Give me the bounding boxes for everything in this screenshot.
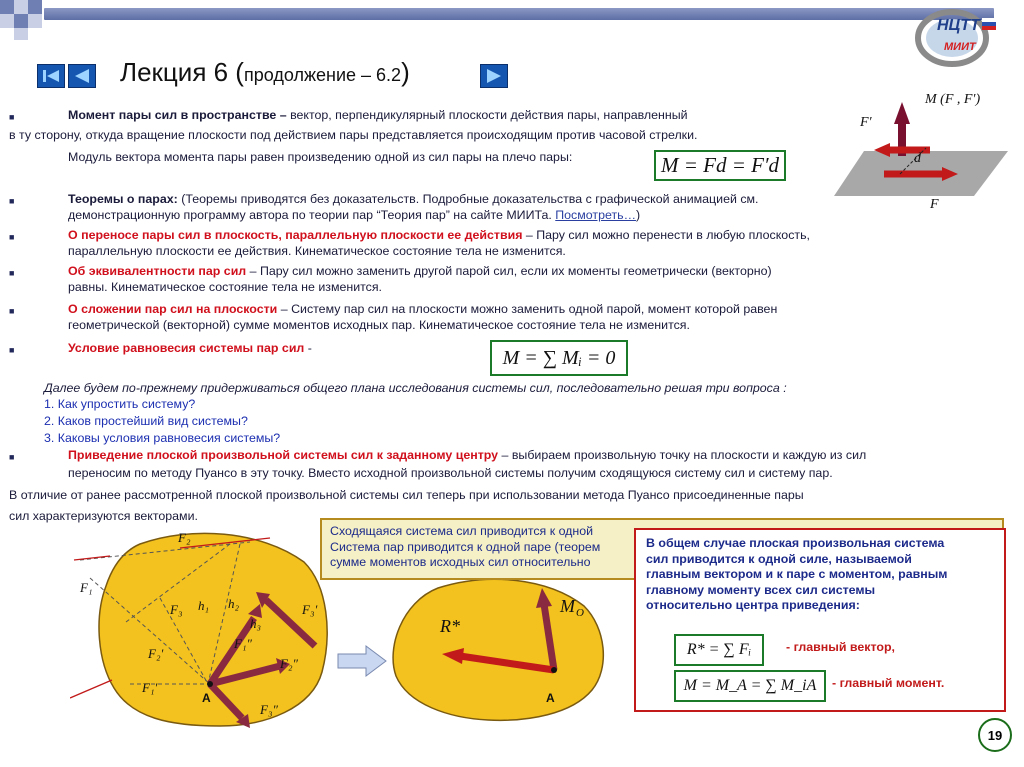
couple-diagram [832,86,1022,216]
svg-text:F₂: F₂ [178,530,191,545]
page-title: Лекция 6 (продолжение – 6.2) [120,57,410,87]
view-link[interactable]: Посмотреть… [555,208,636,222]
equilibrium-formula: M = ∑ Mᵢ = 0 [490,340,628,376]
svg-text:h₁: h₁ [198,598,210,613]
theorem-addition-2: геометрической (векторной) сумме моментов исходных пар. Кинематическое состояние тела не изменится. [68,318,690,332]
bullet: ■ [9,232,15,242]
main-moment-label: - главный момент. [832,676,945,690]
svg-text:F: F [930,197,939,212]
prev-slide-button[interactable] [68,64,96,88]
svg-text:НЦТТ: НЦТТ [937,17,980,34]
main-vector-label: - главный вектор, [786,640,895,654]
bullet: ■ [9,452,15,462]
svg-text:F₁″: F₁″ [234,636,252,651]
svg-text:h₂: h₂ [228,596,240,611]
svg-text:F′: F′ [860,115,872,130]
first-slide-button[interactable] [37,64,65,88]
svg-text:d: d [914,151,921,166]
svg-text:F₁′: F₁′ [142,680,158,695]
svg-text:R*: R* [440,616,460,636]
next-slide-button[interactable] [480,64,508,88]
svg-text:F₃′: F₃′ [302,602,318,617]
main-vector-formula: R* = ∑ Fᵢ [674,634,764,666]
force-system-diagram [70,522,340,732]
main-moment-formula: M = M_A = ∑ M_iA [674,670,826,702]
bullet: ■ [9,196,15,206]
bullet: ■ [9,268,15,278]
bullet: ■ [9,345,15,355]
svg-text:M: M [560,596,575,616]
bullet: ■ [9,112,15,122]
svg-text:M (F , F′): M (F , F′) [925,92,981,107]
svg-text:F₃″: F₃″ [260,702,278,717]
reduced-system-diagram [378,572,618,722]
equilibrium-condition: Условие равновесия системы пар сил - [68,341,312,355]
theorem-addition: О сложении пар сил на плоскости – Систему пар сил на плоскости можно заменить одной парой, момент которой равен [68,302,778,316]
theorems-intro: Теоремы о парах: (Теоремы приводятся без доказательств. Подробные доказательства с графической анимацией см. [68,192,759,206]
reduction-2: переносим по методу Пуансо в эту точку. Вместо исходной произвольной системы получим сходящуюся систему сил и систему пар. [68,466,833,480]
reduction-4: сил характеризуются векторами. [9,509,198,523]
moment-modulus: Модуль вектора момента пары равен произведению одной из сил пары на плечо пары: [68,150,573,164]
svg-text:МИИТ: МИИТ [944,41,976,53]
main-vector-description: В общем случае плоская произвольная система сил приводится к одной силе, называемой главным вектором и к паре с моментом, равным главному моменту всех сил системы относительно центра приведения: [646,536,948,612]
page-number: 19 [978,718,1012,752]
moment-definition: Момент пары сил в пространстве – вектор, перпендикулярный плоскости действия пары, направленный [68,108,688,122]
svg-text:F₂″: F₂″ [280,656,298,671]
theorem-equivalence-2: равны. Кинематическое состояние тела не изменится. [68,280,383,294]
svg-text:A: A [202,691,211,705]
logo [912,2,1000,68]
svg-text:A: A [546,691,555,705]
bullet: ■ [9,306,15,316]
theorems-intro-2: демонстрационную программу автора по теории пар “Теория пар” на сайте МИИТа. Посмотреть…) [68,208,641,222]
theorem-equivalence: Об эквивалентности пар сил – Пару сил можно заменить другой парой сил, если их моменты геометрически (векторно) [68,264,772,278]
moment-formula: M = Fd = F′d [654,150,786,181]
svg-text:F₃: F₃ [170,602,183,617]
top-decoration [0,0,1024,40]
plan-intro: Далее будем по-прежнему придерживаться общего плана исследования системы сил, последовательно решая три вопроса : [44,381,787,395]
theorem-transfer-2: параллельную плоскости ее действия. Кинематическое состояние тела не изменится. [68,244,566,258]
reduction-3: В отличие от ранее рассмотренной плоской произвольной системы сил теперь при использовании метода Пуансо присоединенные пары [9,488,804,502]
plan-q2: 2. Каков простейший вид системы? [44,414,248,428]
svg-text:h₃: h₃ [250,616,262,631]
reduction: Приведение плоской произвольной системы сил к заданному центру – выбираем произвольную точку на плоскости и каждую из сил [68,448,867,462]
svg-text:F₁: F₁ [80,580,93,595]
plan-q1: 1. Как упростить систему? [44,397,196,411]
moment-definition-2: в ту сторону, откуда вращение плоскости под действием пары представляется происходящим против часовой стрелки. [9,128,698,142]
main-vector-box [634,528,1006,712]
theorem-transfer: О переносе пары сил в плоскость, параллельную плоскости ее действия – Пару сил можно перенести в любую плоскость, [68,228,810,242]
svg-text:F₂′: F₂′ [148,646,164,661]
plan-q3: 3. Каковы условия равновесия системы? [44,431,281,445]
svg-text:O: O [576,607,584,619]
converging-note-box: Сходящаяся система сил приводится к одной Система пар приводится к одной паре (теорем сумме моментов исходных сил относительно [320,518,1004,580]
